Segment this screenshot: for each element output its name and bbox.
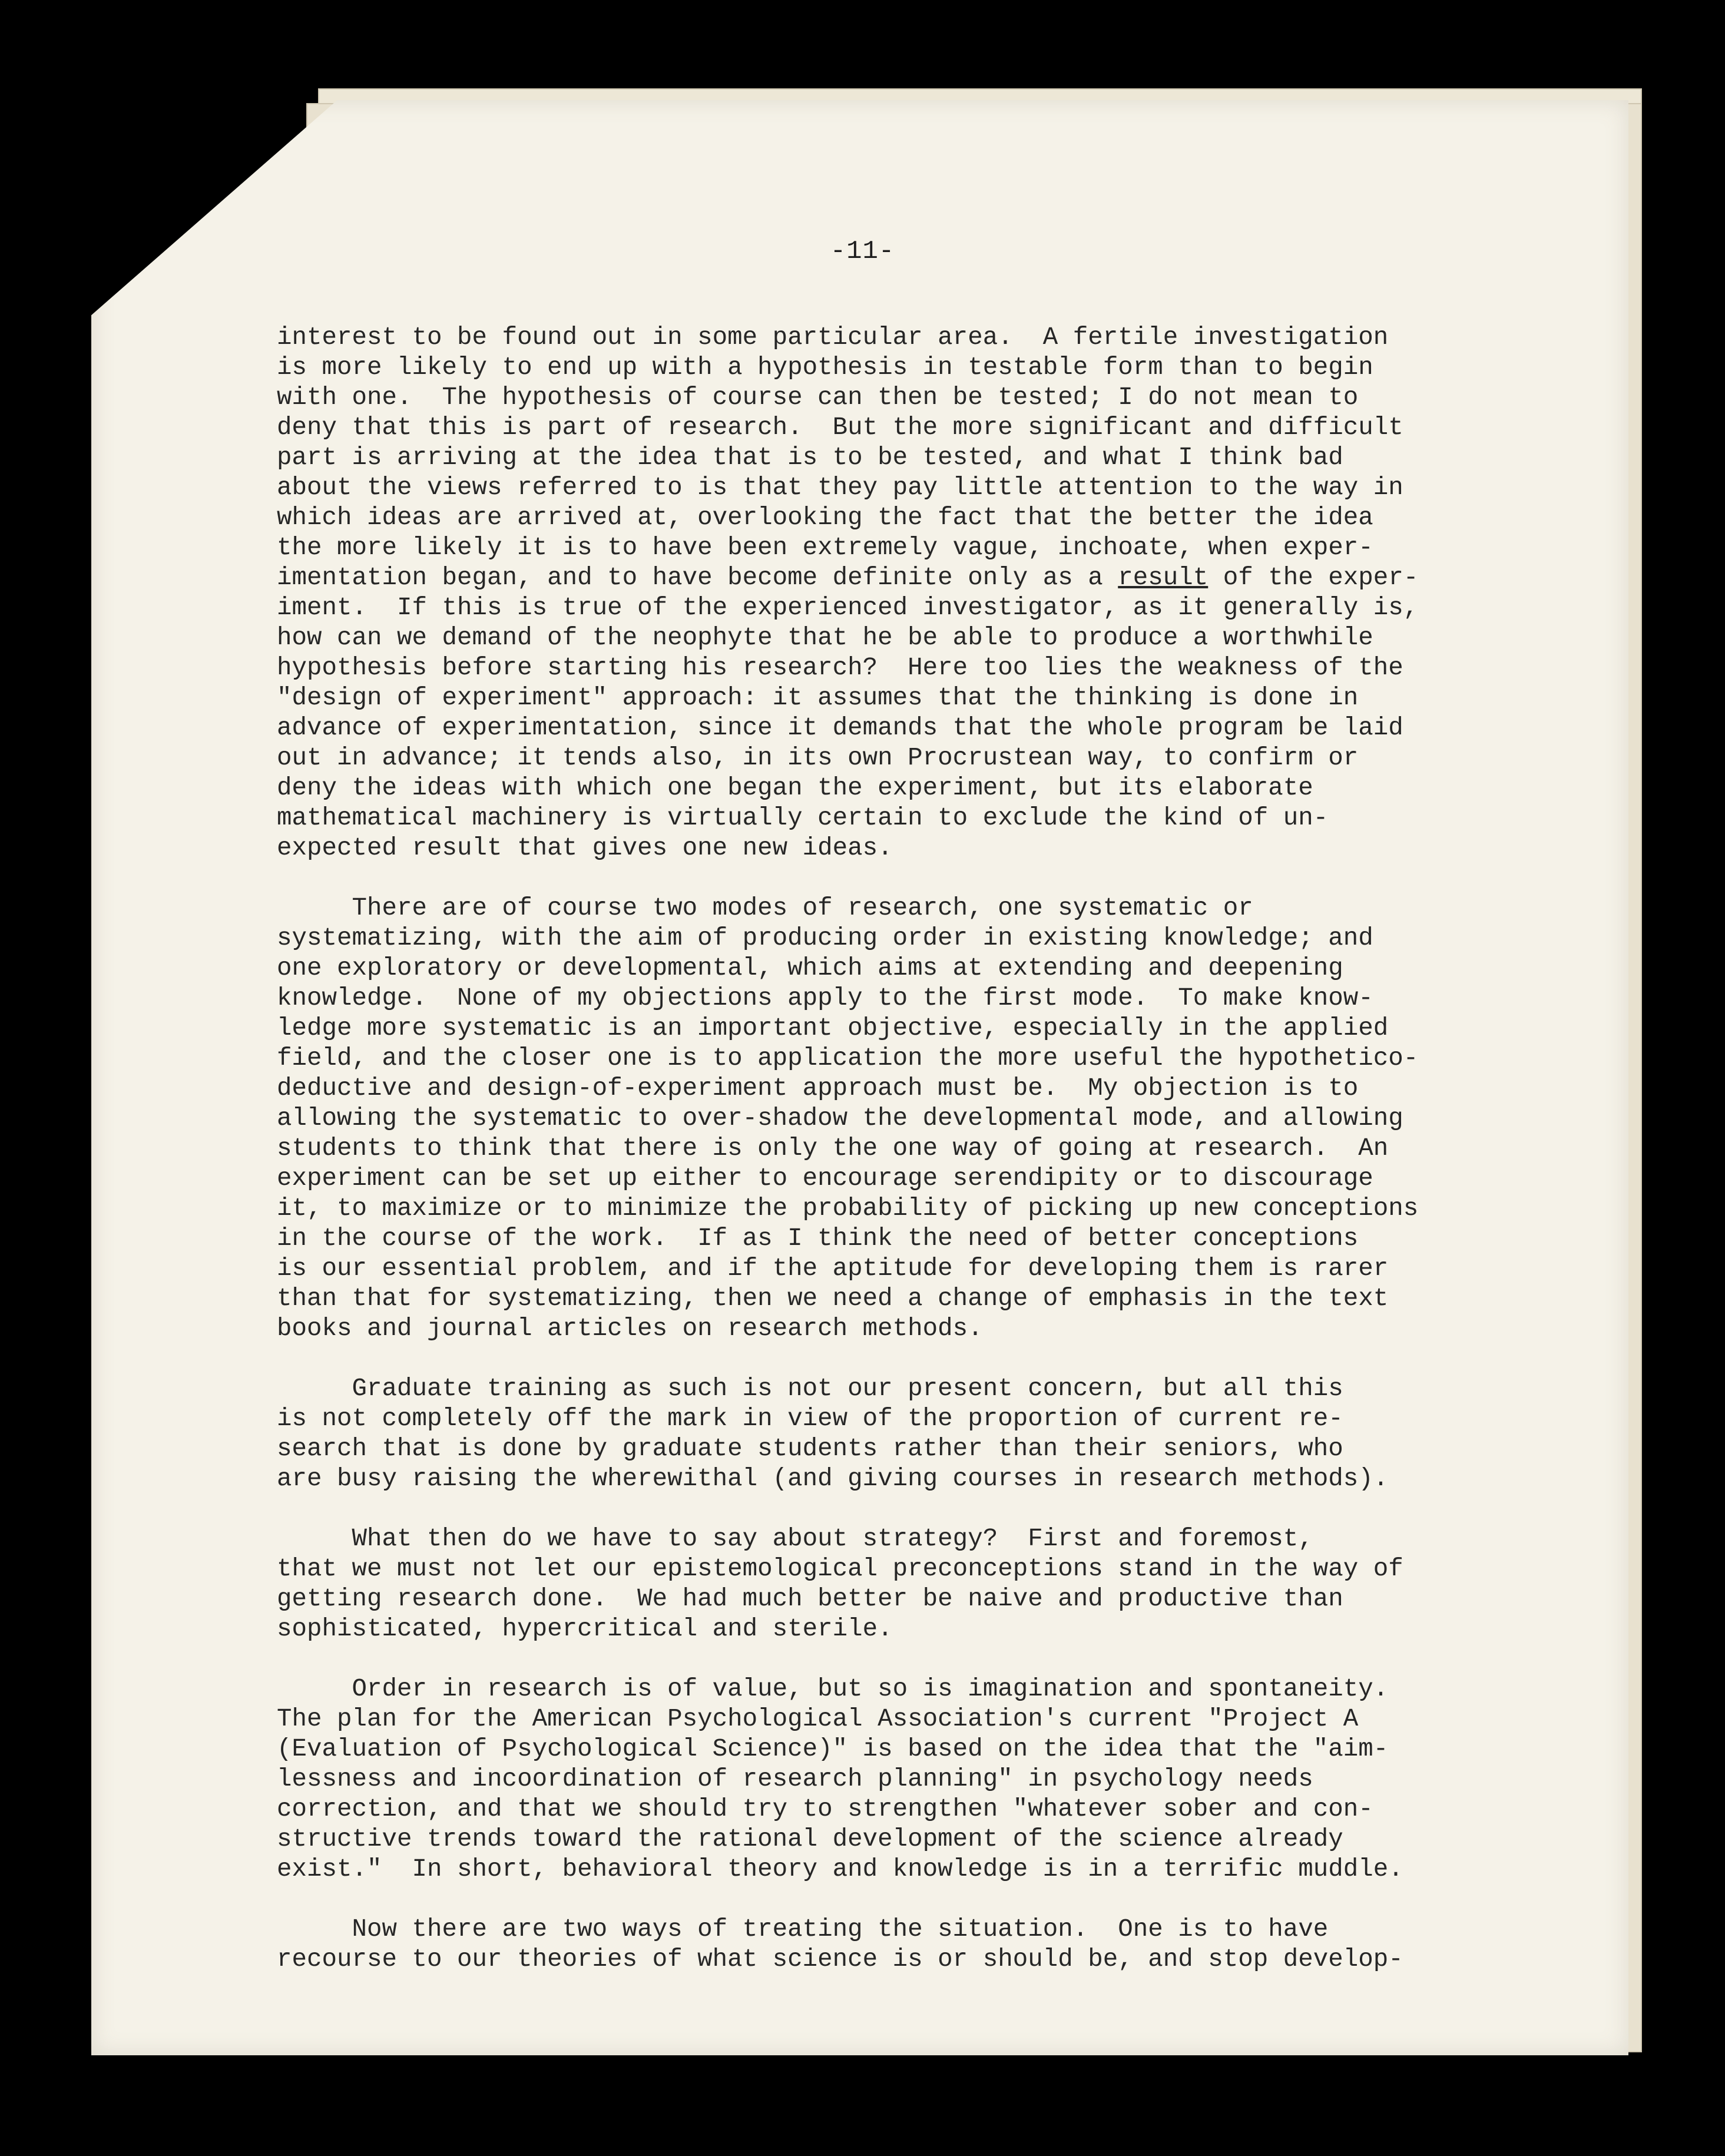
paragraph <box>277 1524 1413 1644</box>
text-line: What then do we have to say about strategy? First and foremost, <box>277 1525 1313 1553</box>
text-line: field, and the closer one is to application the more useful the hypothetico- <box>277 1044 1419 1072</box>
text-line: getting research done. We had much better be naive and productive than <box>277 1585 1343 1613</box>
text-line: recourse to our theories of what science is or should be, and stop develop- <box>277 1945 1403 1973</box>
text-line: students to think that there is only the one way of going at research. An <box>277 1134 1389 1163</box>
text-line: structive trends toward the rational development of the science already <box>277 1825 1343 1853</box>
text-line: expected result that gives one new ideas. <box>277 834 893 862</box>
text-line: which ideas are arrived at, overlooking the fact that the better the idea <box>277 504 1373 532</box>
text-line: The plan for the American Psychological Association's current "Project A <box>277 1705 1359 1733</box>
text-line: the more likely it is to have been extremely vague, inchoate, when exper- <box>277 534 1373 562</box>
text-line: exist." In short, behavioral theory and knowledge is in a terrific muddle. <box>277 1855 1403 1883</box>
text-line: search that is done by graduate students rather than their seniors, who <box>277 1435 1343 1463</box>
text-line: ledge more systematic is an important objective, especially in the applied <box>277 1014 1389 1042</box>
text-line: interest to be found out in some particular area. A fertile investigation <box>277 323 1389 352</box>
paragraph <box>277 323 1419 863</box>
text-line: that we must not let our epistemological preconceptions stand in the way of <box>277 1555 1403 1583</box>
text-line: deny that this is part of research. But the more significant and difficult <box>277 413 1403 442</box>
text-line: it, to maximize or to minimize the probability of picking up new conceptions <box>277 1194 1419 1223</box>
text-line: with one. The hypothesis of course can then be tested; I do not mean to <box>277 383 1359 412</box>
text-line: knowledge. None of my objections apply to the first mode. To make know- <box>277 984 1373 1012</box>
text-line: Now there are two ways of treating the situation. One is to have <box>277 1915 1329 1943</box>
text-line: systematizing, with the aim of producing order in existing knowledge; and <box>277 924 1373 952</box>
text-line: is not completely off the mark in view of the proportion of current re- <box>277 1405 1343 1433</box>
text-line: deny the ideas with which one began the experiment, but its elaborate <box>277 774 1313 802</box>
text-line: mathematical machinery is virtually certain to exclude the kind of un- <box>277 804 1329 832</box>
text-line: hypothesis before starting his research? Here too lies the weakness of the <box>277 654 1403 682</box>
text-line: than that for systematizing, then we need a change of emphasis in the text <box>277 1284 1389 1313</box>
text-line: sophisticated, hypercritical and sterile. <box>277 1615 893 1643</box>
underlined-word: result <box>1118 564 1209 592</box>
text-line: are busy raising the wherewithal (and giving courses in research methods). <box>277 1465 1389 1493</box>
text-line: is more likely to end up with a hypothesis in testable form than to begin <box>277 353 1373 382</box>
text-line: "design of experiment" approach: it assumes that the thinking is done in <box>277 684 1359 712</box>
document-body <box>277 323 1419 2005</box>
text-line: experiment can be set up either to encourage serendipity or to discourage <box>277 1164 1373 1193</box>
text-line: lessness and incoordination of research planning" in psychology needs <box>277 1765 1313 1793</box>
text-line: about the views referred to is that they pay little attention to the way in <box>277 473 1403 502</box>
text-line: Graduate training as such is not our present concern, but all this <box>277 1375 1343 1403</box>
text-line: allowing the systematic to over-shadow the developmental mode, and allowing <box>277 1104 1403 1132</box>
text-line: There are of course two modes of research, one systematic or <box>277 894 1253 922</box>
paragraph <box>277 1674 1413 1885</box>
text-line: is our essential problem, and if the aptitude for developing them is rarer <box>277 1254 1389 1283</box>
text-line: iment. If this is true of the experienced investigator, as it generally is, <box>277 594 1419 622</box>
text-line: in the course of the work. If as I think the need of better conceptions <box>277 1224 1359 1253</box>
text-line: books and journal articles on research methods. <box>277 1314 983 1343</box>
text-line: (Evaluation of Psychological Science)" is based on the idea that the "aim- <box>277 1735 1389 1763</box>
text-line: out in advance; it tends also, in its own Procrustean way, to confirm or <box>277 744 1359 772</box>
text-line: Order in research is of value, but so is imagination and spontaneity. <box>277 1675 1389 1703</box>
text-line: how can we demand of the neophyte that he be able to produce a worthwhile <box>277 624 1373 652</box>
text-line: part is arriving at the idea that is to be tested, and what I think bad <box>277 443 1343 472</box>
text-line: correction, and that we should try to strengthen "whatever sober and con- <box>277 1795 1373 1823</box>
text-line: advance of experimentation, since it demands that the whole program be laid <box>277 714 1403 742</box>
paragraph <box>277 1374 1413 1494</box>
text-line: one exploratory or developmental, which aims at extending and deepening <box>277 954 1343 982</box>
text-line: imentation began, and to have become definite only as a result of the exper- <box>277 564 1419 592</box>
paragraph <box>277 1915 1413 1975</box>
paragraph <box>277 893 1419 1344</box>
page-number: -11- <box>830 237 895 266</box>
text-line: deductive and design-of-experiment approach must be. My objection is to <box>277 1074 1359 1102</box>
